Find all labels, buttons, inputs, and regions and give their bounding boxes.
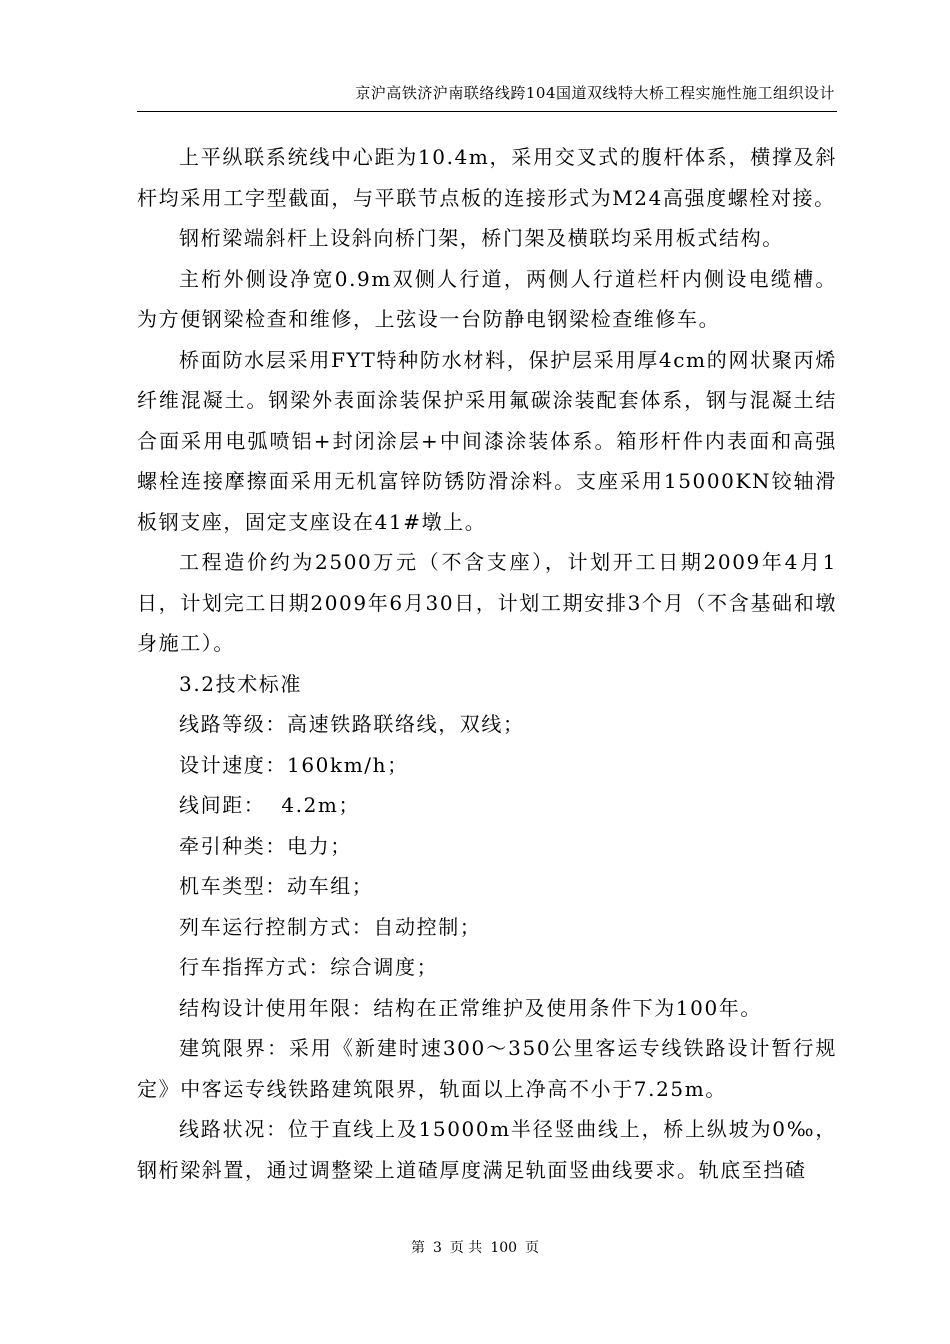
- footer-suffix: 页: [525, 1240, 540, 1256]
- spec-design-life: 结构设计使用年限：结构在正常维护及使用条件下为100年。: [179, 995, 762, 1020]
- footer-prefix: 第: [410, 1240, 425, 1256]
- footer-total-pages: 100: [490, 1240, 518, 1256]
- spec-train-control: 列车运行控制方式：自动控制；: [179, 914, 482, 939]
- spec-traction-type: 牵引种类：电力；: [179, 833, 352, 858]
- paragraph-deck-coating: 桥面防水层采用FYT特种防水材料，保护层采用厚4cm的网状聚丙烯纤维混凝土。钢梁外表面涂装保护采用氟碳涂装配套体系，钢与混凝土结合面采用电弧喷铝+封闭涂层+中间漆涂装体系。箱形杆件内表面和高强螺栓连接摩擦面采用无机富锌防锈防滑涂料。支座采用15000KN铰轴滑板钢支座，固定支座设在41#墩上。: [137, 347, 837, 534]
- spec-clearance: 建筑限界：采用《新建时速300～350公里客运专线铁路设计暂行规定》中客运专线铁路建筑限界，轨面以上净高不小于7.25m。: [137, 1036, 837, 1101]
- header-title: 京沪高铁济沪南联络线跨104国道双线特大桥工程实施性施工组织设计: [355, 84, 835, 102]
- document-body: [137, 137, 837, 1190]
- footer-page-number: 3: [432, 1240, 442, 1256]
- paragraph-cost-schedule: 工程造价约为2500万元（不含支座），计划开工日期2009年4月1日，计划完工日期2009年6月30日，计划工期安排3个月（不含基础和墩身施工）。: [137, 550, 837, 655]
- spec-design-speed: 设计速度：160km/h；: [179, 752, 409, 777]
- paragraph-sidewalk: 主桁外侧设净宽0.9m双侧人行道，两侧人行道栏杆内侧设电缆槽。为方便钢梁检查和维修，上弦设一台防静电钢梁检查维修车。: [137, 266, 837, 331]
- section-heading-technical-standards: 3.2技术标准: [179, 671, 303, 696]
- spec-line-grade: 线路等级：高速铁路联络线，双线；: [179, 712, 525, 736]
- spec-line-condition: 线路状况：位于直线上及15000m半径竖曲线上，桥上纵坡为0‰，钢桁梁斜置，通过调整梁上道碴厚度满足轨面竖曲线要求。轨底至挡碴: [137, 1117, 837, 1182]
- spec-dispatch-mode: 行车指挥方式：综合调度；: [179, 955, 439, 979]
- spec-track-spacing: 线间距： 4.2m；: [179, 793, 361, 817]
- paragraph-portal-frame: 钢桁梁端斜杆上设斜向桥门架，桥门架及横联均采用板式结构。: [179, 226, 784, 250]
- paragraph-upper-lateral-bracing: 上平纵联系统线中心距为10.4m，采用交叉式的腹杆体系，横撑及斜杆均采用工字型截面，与平联节点板的连接形式为M24高强度螺栓对接。: [137, 145, 837, 210]
- page-header: [137, 80, 837, 112]
- footer-middle: 页 共: [449, 1240, 483, 1256]
- page-footer: [0, 1237, 950, 1257]
- spec-locomotive-type: 机车类型：动车组；: [179, 874, 374, 898]
